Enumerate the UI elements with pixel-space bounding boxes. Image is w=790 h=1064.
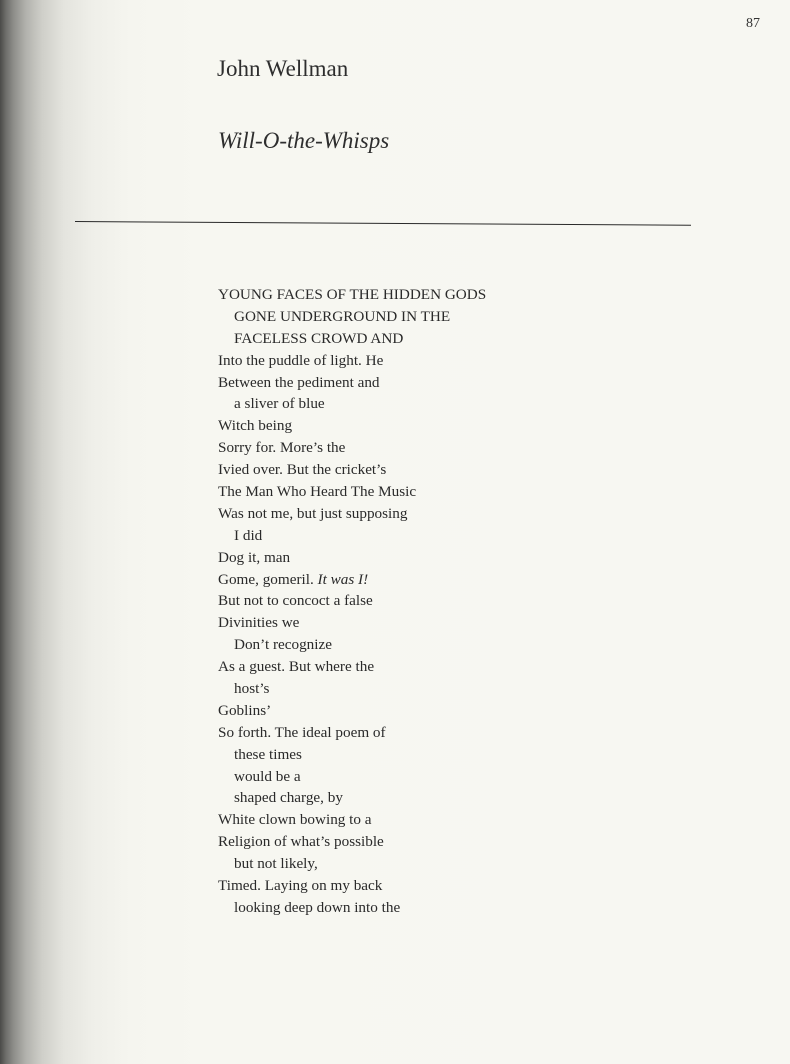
poem-line: The Man Who Heard The Music: [218, 483, 417, 501]
poem-title: Will-O-the-Whisps: [218, 128, 390, 153]
poem-line: GONE UNDERGROUND IN THE: [234, 307, 451, 325]
poem-line: shaped charge, by: [234, 789, 343, 807]
poem-line: looking deep down into the: [234, 898, 401, 916]
poem-line: would be a: [234, 767, 301, 785]
poem-line: So forth. The ideal poem of: [218, 723, 386, 741]
poem-line: Into the puddle of light. He: [218, 351, 384, 369]
page-number: 87: [746, 16, 760, 31]
poem-line: Between the pediment and: [218, 373, 380, 391]
author-name: John Wellman: [217, 56, 349, 81]
poem-line: But not to concoct a false: [218, 592, 373, 610]
poem-line: host’s: [234, 680, 270, 698]
poem-line: Timed. Laying on my back: [218, 877, 383, 895]
poem-line: a sliver of blue: [234, 395, 325, 413]
poem-line-italic-text: It was I!: [317, 570, 369, 588]
poem-line: Goblins’: [218, 701, 272, 719]
poem-line-text: Gome, gomeril.: [218, 570, 318, 588]
poem-line: Religion of what’s possible: [218, 833, 384, 851]
poem-line: YOUNG FACES OF THE HIDDEN GODS: [218, 286, 487, 303]
poem-line: FACELESS CROWD AND: [234, 329, 404, 347]
poem-line: Divinities we: [218, 614, 300, 632]
poem-line: Ivied over. But the cricket’s: [218, 461, 387, 479]
poem-line: I did: [234, 526, 263, 544]
poem-body: [218, 284, 638, 919]
poem-line: Dog it, man: [218, 548, 291, 566]
poem-line: White clown bowing to a: [218, 811, 372, 829]
poem-line: As a guest. But where the: [218, 658, 375, 676]
poem-line: Was not me, but just supposing: [218, 504, 408, 522]
poem-line: but not likely,: [234, 855, 318, 873]
poem-line: [218, 569, 638, 591]
poem-line: Don’t recognize: [234, 636, 332, 654]
poem-line: these times: [234, 745, 302, 763]
horizontal-rule: [75, 221, 691, 226]
poem-line: Sorry for. More’s the: [218, 439, 346, 457]
poem-line: Witch being: [218, 417, 293, 435]
